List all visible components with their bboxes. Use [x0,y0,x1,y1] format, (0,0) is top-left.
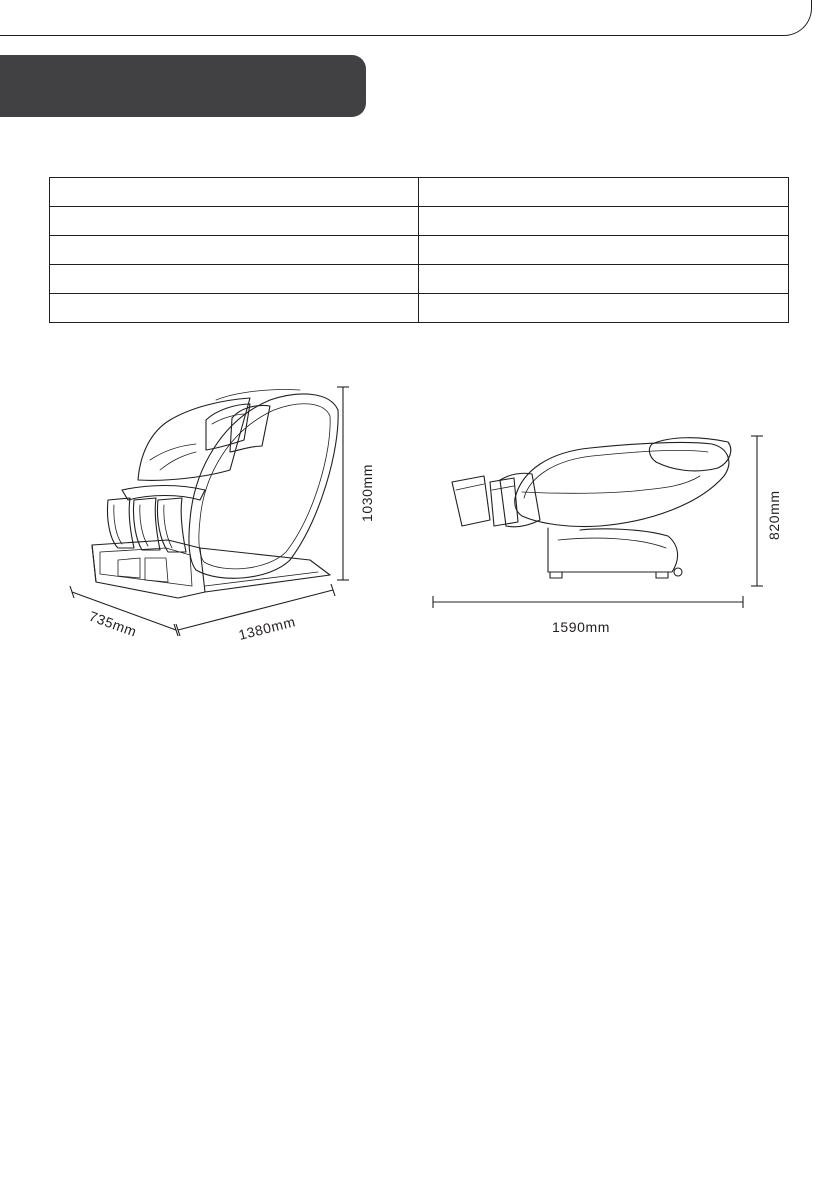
front-height-label: 1030mm [359,463,375,522]
chair-side-view-illustration [452,438,731,578]
table-row [50,207,789,236]
dimension-drawings [0,370,839,660]
table-row [50,178,789,207]
table-cell-label [50,207,419,236]
table-cell-value [419,265,789,294]
chair-front-view-illustration [92,389,338,598]
front-length-label: 1380mm [236,613,298,643]
table-cell-label [50,178,419,207]
specification-table [49,177,789,323]
side-length-label: 1590mm [552,619,611,635]
side-height-label: 820mm [766,490,782,540]
table-row [50,236,789,265]
side-height-dimension [751,436,782,586]
section-header-tab [0,55,366,117]
table-cell-label [50,294,419,323]
table-cell-label [50,236,419,265]
front-height-dimension [337,387,375,580]
page-border-line [0,0,812,36]
table-row [50,265,789,294]
table-row [50,294,789,323]
front-depth-dimension [70,586,178,640]
table-cell-value [419,178,789,207]
table-cell-value [419,207,789,236]
table-cell-label [50,265,419,294]
table-cell-value [419,236,789,265]
table-cell-value [419,294,789,323]
front-depth-label: 735mm [86,607,140,640]
side-length-dimension [433,596,743,635]
